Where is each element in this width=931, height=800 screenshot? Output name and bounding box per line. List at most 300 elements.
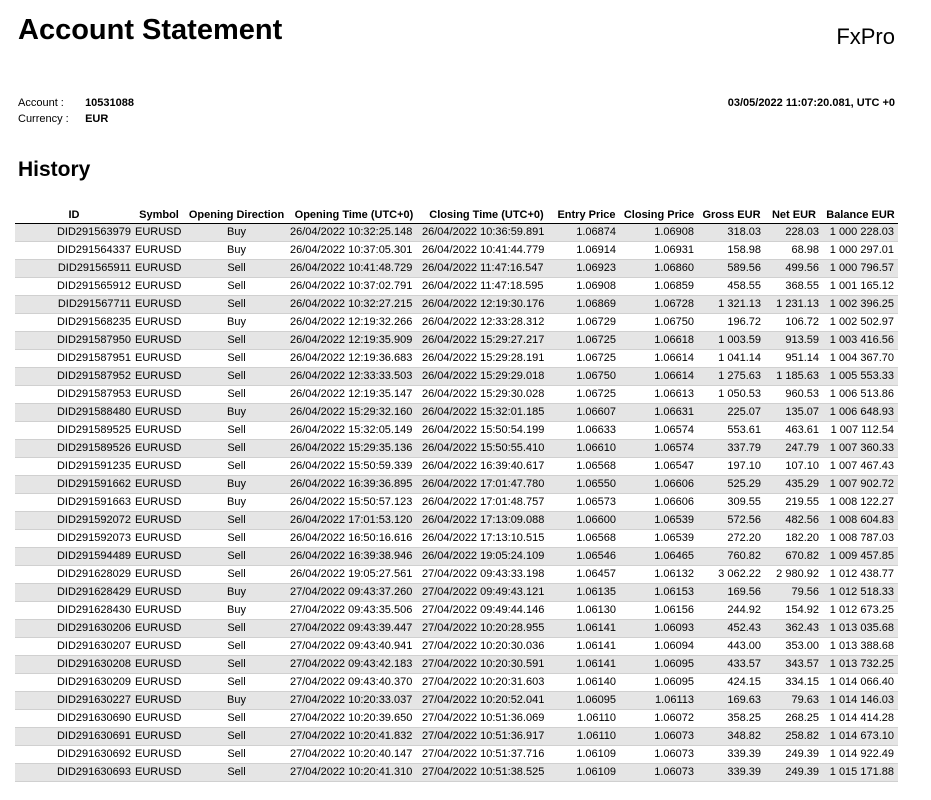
cell-symbol: EURUSD <box>133 692 185 710</box>
cell-opening-direction: Sell <box>185 530 288 548</box>
cell-gross-eur: 309.55 <box>698 494 765 512</box>
cell-id: DID291628029 <box>15 566 133 584</box>
cell-symbol: EURUSD <box>133 458 185 476</box>
cell-closing-price: 1.06614 <box>620 350 698 368</box>
cell-entry-price: 1.06110 <box>553 710 620 728</box>
cell-net-eur: 268.25 <box>765 710 823 728</box>
cell-id: DID291568235 <box>15 314 133 332</box>
currency-row <box>18 111 134 127</box>
table-row <box>15 512 898 530</box>
cell-opening-time: 26/04/2022 10:41:48.729 <box>288 260 420 278</box>
cell-symbol: EURUSD <box>133 548 185 566</box>
cell-closing-time: 26/04/2022 17:13:09.088 <box>420 512 553 530</box>
cell-gross-eur: 197.10 <box>698 458 765 476</box>
cell-opening-time: 26/04/2022 15:50:59.339 <box>288 458 420 476</box>
cell-gross-eur: 244.92 <box>698 602 765 620</box>
cell-opening-direction: Buy <box>185 314 288 332</box>
cell-closing-time: 26/04/2022 15:32:01.185 <box>420 404 553 422</box>
cell-entry-price: 1.06607 <box>553 404 620 422</box>
cell-entry-price: 1.06600 <box>553 512 620 530</box>
cell-balance-eur: 1 001 165.12 <box>823 278 898 296</box>
cell-symbol: EURUSD <box>133 368 185 386</box>
cell-balance-eur: 1 002 396.25 <box>823 296 898 314</box>
cell-net-eur: 435.29 <box>765 476 823 494</box>
cell-id: DID291630690 <box>15 710 133 728</box>
cell-opening-time: 26/04/2022 17:01:53.120 <box>288 512 420 530</box>
brand-logo: FxPro <box>836 24 895 49</box>
cell-opening-time: 26/04/2022 10:32:25.148 <box>288 224 420 242</box>
cell-opening-direction: Sell <box>185 566 288 584</box>
cell-entry-price: 1.06109 <box>553 746 620 764</box>
table-row <box>15 548 898 566</box>
cell-net-eur: 1 231.13 <box>765 296 823 314</box>
cell-id: DID291630692 <box>15 746 133 764</box>
cell-opening-direction: Buy <box>185 476 288 494</box>
cell-closing-price: 1.06094 <box>620 638 698 656</box>
cell-gross-eur: 272.20 <box>698 530 765 548</box>
cell-opening-direction: Sell <box>185 548 288 566</box>
cell-balance-eur: 1 005 553.33 <box>823 368 898 386</box>
cell-closing-price: 1.06539 <box>620 512 698 530</box>
cell-opening-direction: Sell <box>185 728 288 746</box>
cell-closing-time: 26/04/2022 12:33:28.312 <box>420 314 553 332</box>
cell-closing-price: 1.06132 <box>620 566 698 584</box>
column-header-opening-time: Opening Time (UTC+0) <box>288 206 420 224</box>
cell-opening-time: 27/04/2022 09:43:42.183 <box>288 656 420 674</box>
cell-entry-price: 1.06914 <box>553 242 620 260</box>
table-row <box>15 602 898 620</box>
cell-entry-price: 1.06140 <box>553 674 620 692</box>
table-row <box>15 764 898 782</box>
cell-net-eur: 334.15 <box>765 674 823 692</box>
cell-entry-price: 1.06141 <box>553 620 620 638</box>
cell-closing-time: 26/04/2022 15:50:55.410 <box>420 440 553 458</box>
table-row <box>15 440 898 458</box>
cell-net-eur: 106.72 <box>765 314 823 332</box>
cell-net-eur: 228.03 <box>765 224 823 242</box>
cell-closing-time: 27/04/2022 10:20:28.955 <box>420 620 553 638</box>
cell-closing-time: 26/04/2022 15:29:27.217 <box>420 332 553 350</box>
cell-gross-eur: 1 275.63 <box>698 368 765 386</box>
cell-opening-direction: Sell <box>185 710 288 728</box>
cell-balance-eur: 1 013 732.25 <box>823 656 898 674</box>
cell-closing-time: 26/04/2022 12:19:30.176 <box>420 296 553 314</box>
table-row <box>15 350 898 368</box>
cell-balance-eur: 1 014 673.10 <box>823 728 898 746</box>
cell-id: DID291587953 <box>15 386 133 404</box>
cell-net-eur: 107.10 <box>765 458 823 476</box>
cell-closing-time: 27/04/2022 10:20:30.036 <box>420 638 553 656</box>
cell-balance-eur: 1 000 796.57 <box>823 260 898 278</box>
cell-closing-price: 1.06931 <box>620 242 698 260</box>
cell-id: DID291591662 <box>15 476 133 494</box>
cell-opening-direction: Sell <box>185 458 288 476</box>
cell-net-eur: 219.55 <box>765 494 823 512</box>
cell-id: DID291630209 <box>15 674 133 692</box>
cell-id: DID291589525 <box>15 422 133 440</box>
cell-gross-eur: 443.00 <box>698 638 765 656</box>
cell-closing-price: 1.06614 <box>620 368 698 386</box>
cell-id: DID291630693 <box>15 764 133 782</box>
table-row <box>15 728 898 746</box>
cell-symbol: EURUSD <box>133 260 185 278</box>
cell-id: DID291591663 <box>15 494 133 512</box>
cell-closing-price: 1.06613 <box>620 386 698 404</box>
cell-closing-time: 26/04/2022 11:47:16.547 <box>420 260 553 278</box>
table-row <box>15 332 898 350</box>
cell-id: DID291588480 <box>15 404 133 422</box>
cell-opening-time: 27/04/2022 10:20:41.832 <box>288 728 420 746</box>
cell-opening-direction: Sell <box>185 440 288 458</box>
cell-entry-price: 1.06141 <box>553 656 620 674</box>
cell-gross-eur: 348.82 <box>698 728 765 746</box>
cell-opening-direction: Buy <box>185 602 288 620</box>
cell-gross-eur: 318.03 <box>698 224 765 242</box>
table-row <box>15 566 898 584</box>
cell-gross-eur: 553.61 <box>698 422 765 440</box>
cell-closing-price: 1.06859 <box>620 278 698 296</box>
cell-closing-time: 27/04/2022 09:49:44.146 <box>420 602 553 620</box>
cell-id: DID291591235 <box>15 458 133 476</box>
cell-symbol: EURUSD <box>133 494 185 512</box>
column-header-id: ID <box>15 206 133 224</box>
cell-id: DID291565911 <box>15 260 133 278</box>
cell-opening-time: 26/04/2022 15:29:32.160 <box>288 404 420 422</box>
cell-opening-direction: Sell <box>185 350 288 368</box>
cell-gross-eur: 169.63 <box>698 692 765 710</box>
cell-balance-eur: 1 013 035.68 <box>823 620 898 638</box>
cell-symbol: EURUSD <box>133 674 185 692</box>
cell-opening-direction: Sell <box>185 278 288 296</box>
cell-balance-eur: 1 008 122.27 <box>823 494 898 512</box>
column-header-opening-direction: Opening Direction <box>185 206 288 224</box>
cell-gross-eur: 1 050.53 <box>698 386 765 404</box>
cell-entry-price: 1.06546 <box>553 548 620 566</box>
cell-id: DID291630207 <box>15 638 133 656</box>
cell-balance-eur: 1 007 467.43 <box>823 458 898 476</box>
cell-net-eur: 463.61 <box>765 422 823 440</box>
cell-entry-price: 1.06141 <box>553 638 620 656</box>
cell-id: DID291628430 <box>15 602 133 620</box>
cell-entry-price: 1.06923 <box>553 260 620 278</box>
cell-gross-eur: 589.56 <box>698 260 765 278</box>
column-header-closing-price: Closing Price <box>620 206 698 224</box>
cell-gross-eur: 337.79 <box>698 440 765 458</box>
cell-opening-time: 27/04/2022 09:43:35.506 <box>288 602 420 620</box>
cell-closing-price: 1.06908 <box>620 224 698 242</box>
cell-opening-direction: Sell <box>185 638 288 656</box>
cell-net-eur: 499.56 <box>765 260 823 278</box>
cell-opening-time: 27/04/2022 10:20:33.037 <box>288 692 420 710</box>
cell-opening-direction: Buy <box>185 692 288 710</box>
cell-balance-eur: 1 013 388.68 <box>823 638 898 656</box>
cell-net-eur: 482.56 <box>765 512 823 530</box>
cell-opening-direction: Buy <box>185 242 288 260</box>
cell-id: DID291630206 <box>15 620 133 638</box>
cell-net-eur: 960.53 <box>765 386 823 404</box>
cell-entry-price: 1.06109 <box>553 764 620 782</box>
account-label: Account : <box>18 97 64 109</box>
table-row <box>15 530 898 548</box>
cell-opening-time: 27/04/2022 10:20:41.310 <box>288 764 420 782</box>
cell-entry-price: 1.06729 <box>553 314 620 332</box>
cell-id: DID291630208 <box>15 656 133 674</box>
table-row <box>15 278 898 296</box>
cell-id: DID291592073 <box>15 530 133 548</box>
currency-value: EUR <box>85 113 109 125</box>
cell-net-eur: 2 980.92 <box>765 566 823 584</box>
table-row <box>15 458 898 476</box>
cell-closing-time: 27/04/2022 10:20:52.041 <box>420 692 553 710</box>
table-row <box>15 710 898 728</box>
cell-gross-eur: 196.72 <box>698 314 765 332</box>
account-row <box>18 95 134 111</box>
cell-closing-price: 1.06574 <box>620 422 698 440</box>
history-rows <box>15 224 898 782</box>
cell-gross-eur: 572.56 <box>698 512 765 530</box>
cell-closing-time: 26/04/2022 17:01:48.757 <box>420 494 553 512</box>
cell-entry-price: 1.06095 <box>553 692 620 710</box>
cell-entry-price: 1.06633 <box>553 422 620 440</box>
cell-opening-direction: Sell <box>185 368 288 386</box>
cell-symbol: EURUSD <box>133 422 185 440</box>
cell-opening-time: 27/04/2022 09:43:37.260 <box>288 584 420 602</box>
cell-id: DID291630227 <box>15 692 133 710</box>
column-header-symbol: Symbol <box>133 206 185 224</box>
table-row <box>15 674 898 692</box>
table-row <box>15 692 898 710</box>
cell-balance-eur: 1 012 518.33 <box>823 584 898 602</box>
cell-balance-eur: 1 008 604.83 <box>823 512 898 530</box>
cell-gross-eur: 225.07 <box>698 404 765 422</box>
cell-symbol: EURUSD <box>133 404 185 422</box>
cell-symbol: EURUSD <box>133 512 185 530</box>
cell-id: DID291565912 <box>15 278 133 296</box>
table-row <box>15 656 898 674</box>
cell-symbol: EURUSD <box>133 278 185 296</box>
column-header-balance-eur: Balance EUR <box>823 206 898 224</box>
cell-net-eur: 68.98 <box>765 242 823 260</box>
cell-opening-time: 26/04/2022 16:39:36.895 <box>288 476 420 494</box>
cell-balance-eur: 1 014 146.03 <box>823 692 898 710</box>
cell-net-eur: 249.39 <box>765 746 823 764</box>
cell-opening-time: 26/04/2022 12:19:35.909 <box>288 332 420 350</box>
cell-balance-eur: 1 012 438.77 <box>823 566 898 584</box>
table-row <box>15 422 898 440</box>
cell-entry-price: 1.06110 <box>553 728 620 746</box>
cell-net-eur: 353.00 <box>765 638 823 656</box>
cell-symbol: EURUSD <box>133 296 185 314</box>
cell-opening-direction: Sell <box>185 296 288 314</box>
report-datetime: 03/05/2022 11:07:20.081, UTC +0 <box>727 97 895 109</box>
cell-opening-time: 26/04/2022 19:05:27.561 <box>288 566 420 584</box>
cell-closing-time: 27/04/2022 09:43:33.198 <box>420 566 553 584</box>
cell-closing-time: 26/04/2022 19:05:24.109 <box>420 548 553 566</box>
cell-closing-price: 1.06073 <box>620 764 698 782</box>
cell-balance-eur: 1 006 648.93 <box>823 404 898 422</box>
cell-entry-price: 1.06750 <box>553 368 620 386</box>
cell-closing-price: 1.06860 <box>620 260 698 278</box>
cell-balance-eur: 1 000 297.01 <box>823 242 898 260</box>
cell-opening-time: 26/04/2022 15:29:35.136 <box>288 440 420 458</box>
cell-symbol: EURUSD <box>133 728 185 746</box>
table-row <box>15 224 898 242</box>
history-table <box>15 206 898 782</box>
cell-gross-eur: 1 321.13 <box>698 296 765 314</box>
cell-closing-price: 1.06073 <box>620 746 698 764</box>
cell-opening-direction: Sell <box>185 332 288 350</box>
table-row <box>15 314 898 332</box>
cell-balance-eur: 1 014 922.49 <box>823 746 898 764</box>
cell-closing-time: 26/04/2022 17:13:10.515 <box>420 530 553 548</box>
cell-symbol: EURUSD <box>133 476 185 494</box>
cell-balance-eur: 1 014 414.28 <box>823 710 898 728</box>
cell-id: DID291563979 <box>15 224 133 242</box>
column-header-gross-eur: Gross EUR <box>698 206 765 224</box>
cell-gross-eur: 3 062.22 <box>698 566 765 584</box>
table-row <box>15 260 898 278</box>
cell-opening-time: 26/04/2022 12:19:32.266 <box>288 314 420 332</box>
cell-symbol: EURUSD <box>133 764 185 782</box>
page-title: Account Statement <box>18 14 283 46</box>
table-row <box>15 746 898 764</box>
cell-balance-eur: 1 009 457.85 <box>823 548 898 566</box>
cell-gross-eur: 169.56 <box>698 584 765 602</box>
cell-symbol: EURUSD <box>133 710 185 728</box>
cell-closing-price: 1.06606 <box>620 476 698 494</box>
cell-balance-eur: 1 012 673.25 <box>823 602 898 620</box>
cell-opening-direction: Buy <box>185 404 288 422</box>
cell-opening-direction: Buy <box>185 494 288 512</box>
cell-closing-price: 1.06093 <box>620 620 698 638</box>
cell-closing-price: 1.06156 <box>620 602 698 620</box>
account-info <box>18 95 134 127</box>
cell-entry-price: 1.06725 <box>553 350 620 368</box>
cell-symbol: EURUSD <box>133 530 185 548</box>
cell-gross-eur: 358.25 <box>698 710 765 728</box>
table-row <box>15 620 898 638</box>
cell-opening-time: 26/04/2022 12:19:35.147 <box>288 386 420 404</box>
cell-closing-price: 1.06073 <box>620 728 698 746</box>
cell-closing-time: 27/04/2022 10:20:31.603 <box>420 674 553 692</box>
cell-id: DID291564337 <box>15 242 133 260</box>
cell-closing-price: 1.06153 <box>620 584 698 602</box>
account-number: 10531088 <box>85 97 135 109</box>
cell-symbol: EURUSD <box>133 656 185 674</box>
cell-closing-time: 27/04/2022 10:51:37.716 <box>420 746 553 764</box>
cell-closing-price: 1.06728 <box>620 296 698 314</box>
cell-symbol: EURUSD <box>133 440 185 458</box>
cell-closing-time: 26/04/2022 15:29:28.191 <box>420 350 553 368</box>
cell-net-eur: 247.79 <box>765 440 823 458</box>
cell-closing-time: 27/04/2022 09:49:43.121 <box>420 584 553 602</box>
cell-opening-time: 27/04/2022 10:20:40.147 <box>288 746 420 764</box>
cell-opening-time: 26/04/2022 16:50:16.616 <box>288 530 420 548</box>
cell-gross-eur: 339.39 <box>698 746 765 764</box>
cell-net-eur: 951.14 <box>765 350 823 368</box>
cell-opening-direction: Sell <box>185 656 288 674</box>
cell-entry-price: 1.06610 <box>553 440 620 458</box>
cell-balance-eur: 1 007 902.72 <box>823 476 898 494</box>
cell-opening-time: 26/04/2022 10:37:02.791 <box>288 278 420 296</box>
table-row <box>15 476 898 494</box>
cell-id: DID291628429 <box>15 584 133 602</box>
cell-symbol: EURUSD <box>133 386 185 404</box>
cell-net-eur: 258.82 <box>765 728 823 746</box>
cell-opening-time: 26/04/2022 16:39:38.946 <box>288 548 420 566</box>
cell-closing-time: 27/04/2022 10:20:30.591 <box>420 656 553 674</box>
cell-opening-time: 27/04/2022 09:43:40.941 <box>288 638 420 656</box>
history-heading: History <box>18 158 91 181</box>
cell-closing-time: 26/04/2022 10:36:59.891 <box>420 224 553 242</box>
table-row <box>15 638 898 656</box>
cell-closing-time: 27/04/2022 10:51:36.917 <box>420 728 553 746</box>
cell-balance-eur: 1 008 787.03 <box>823 530 898 548</box>
cell-net-eur: 249.39 <box>765 764 823 782</box>
cell-gross-eur: 1 003.59 <box>698 332 765 350</box>
cell-opening-direction: Buy <box>185 584 288 602</box>
cell-net-eur: 670.82 <box>765 548 823 566</box>
cell-opening-time: 26/04/2022 15:50:57.123 <box>288 494 420 512</box>
cell-gross-eur: 525.29 <box>698 476 765 494</box>
cell-closing-price: 1.06095 <box>620 674 698 692</box>
history-header-row <box>15 206 898 224</box>
cell-opening-time: 26/04/2022 15:32:05.149 <box>288 422 420 440</box>
cell-symbol: EURUSD <box>133 584 185 602</box>
cell-id: DID291630691 <box>15 728 133 746</box>
cell-entry-price: 1.06869 <box>553 296 620 314</box>
cell-gross-eur: 1 041.14 <box>698 350 765 368</box>
cell-id: DID291567711 <box>15 296 133 314</box>
cell-closing-time: 27/04/2022 10:51:36.069 <box>420 710 553 728</box>
cell-balance-eur: 1 007 112.54 <box>823 422 898 440</box>
cell-net-eur: 79.63 <box>765 692 823 710</box>
cell-closing-price: 1.06574 <box>620 440 698 458</box>
cell-opening-direction: Sell <box>185 422 288 440</box>
cell-closing-time: 26/04/2022 11:47:18.595 <box>420 278 553 296</box>
cell-opening-direction: Sell <box>185 746 288 764</box>
cell-closing-price: 1.06072 <box>620 710 698 728</box>
cell-closing-time: 27/04/2022 10:51:38.525 <box>420 764 553 782</box>
cell-entry-price: 1.06135 <box>553 584 620 602</box>
cell-symbol: EURUSD <box>133 638 185 656</box>
cell-net-eur: 1 185.63 <box>765 368 823 386</box>
cell-id: DID291589526 <box>15 440 133 458</box>
cell-gross-eur: 158.98 <box>698 242 765 260</box>
cell-closing-price: 1.06606 <box>620 494 698 512</box>
cell-opening-time: 27/04/2022 10:20:39.650 <box>288 710 420 728</box>
cell-opening-direction: Sell <box>185 674 288 692</box>
cell-net-eur: 362.43 <box>765 620 823 638</box>
cell-balance-eur: 1 015 171.88 <box>823 764 898 782</box>
cell-symbol: EURUSD <box>133 566 185 584</box>
cell-opening-direction: Buy <box>185 224 288 242</box>
cell-id: DID291587952 <box>15 368 133 386</box>
cell-gross-eur: 760.82 <box>698 548 765 566</box>
cell-id: DID291592072 <box>15 512 133 530</box>
cell-closing-price: 1.06465 <box>620 548 698 566</box>
cell-symbol: EURUSD <box>133 314 185 332</box>
cell-entry-price: 1.06725 <box>553 386 620 404</box>
cell-net-eur: 182.20 <box>765 530 823 548</box>
cell-closing-price: 1.06539 <box>620 530 698 548</box>
cell-symbol: EURUSD <box>133 350 185 368</box>
cell-closing-price: 1.06095 <box>620 656 698 674</box>
cell-closing-price: 1.06631 <box>620 404 698 422</box>
cell-symbol: EURUSD <box>133 224 185 242</box>
cell-opening-time: 26/04/2022 10:32:27.215 <box>288 296 420 314</box>
cell-entry-price: 1.06550 <box>553 476 620 494</box>
